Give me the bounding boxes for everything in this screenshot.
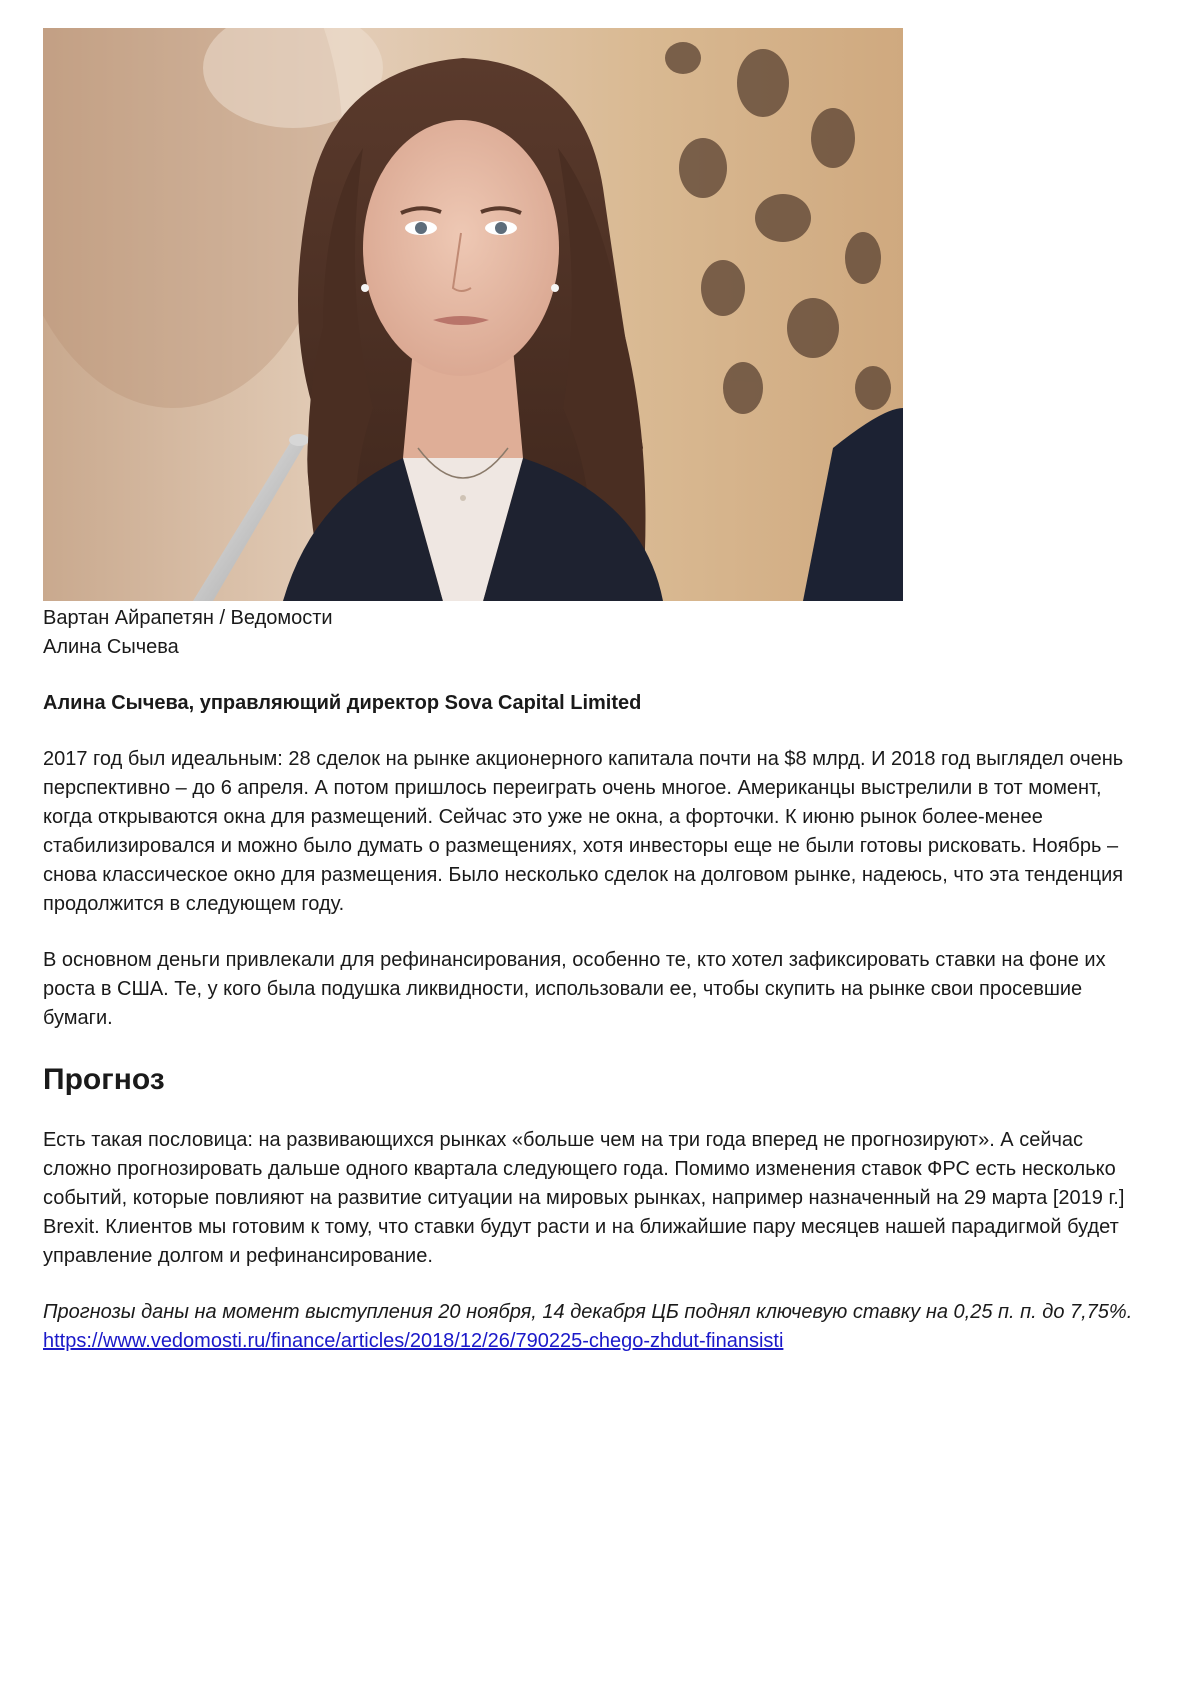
photo-credit: Вартан Айрапетян / Ведомости	[43, 607, 333, 629]
section-heading: Прогноз	[43, 1063, 165, 1096]
body-paragraph-1: 2017 год был идеальным: 28 сделок на рынке акционерного капитала почти на $8 млрд. И 2018 год выглядел очень перспективно – до 6 апреля. А потом пришлось переиграть очень многое. Американцы выстрелили в тот момент, когда открываются окна для размещений. Сейчас это уже не окна, а форточки. К июню рынок более-менее стабилизировался и можно было думать о размещениях, хотя инвесторы еще не были готовы рисковать. Ноябрь – снова классическое окно для размещения. Было несколько сделок на долговом рынке, надеюсь, что эта тенденция продолжится в следующем году.	[43, 748, 1124, 915]
body-paragraph-2: В основном деньги привлекали для рефинансирования, особенно те, кто хотел зафиксировать ставки на фоне их роста в США. Те, у кого была подушка ликвидности, использовали ее, чтобы скупить на рынке свои просевшие бумаги.	[43, 949, 1106, 1029]
portrait-photo	[43, 28, 903, 601]
photo-caption	[43, 604, 1163, 662]
section-paragraph: Есть такая пословица: на развивающихся рынках «больше чем на три года вперед не прогнозируют». А сейчас сложно прогнозировать дальше одного квартала следующего года. Помимо изменения ставок ФРС есть несколько событий, которые повлияют на развитие ситуации на мировых рынках, например назначенный на 29 марта [2019 г.] Brexit. Клиентов мы готовим к тому, что ставки будут расти и на ближайшие пару месяцев нашей парадигмой будет управление долгом и рефинансирование.	[43, 1129, 1125, 1267]
photo-subject: Алина Сычева	[43, 636, 179, 658]
article-page	[43, 28, 1163, 1356]
source-link[interactable]: https://www.vedomosti.ru/finance/articles/2018/12/26/790225-chego-zhdut-finansisti	[43, 1330, 784, 1352]
forecast-note: Прогнозы даны на момент выступления 20 ноября, 14 декабря ЦБ поднял ключевую ставку на 0,25 п. п. до 7,75%.	[43, 1301, 1133, 1323]
lead-paragraph: Алина Сычева, управляющий директор Sova Capital Limited	[43, 692, 642, 714]
